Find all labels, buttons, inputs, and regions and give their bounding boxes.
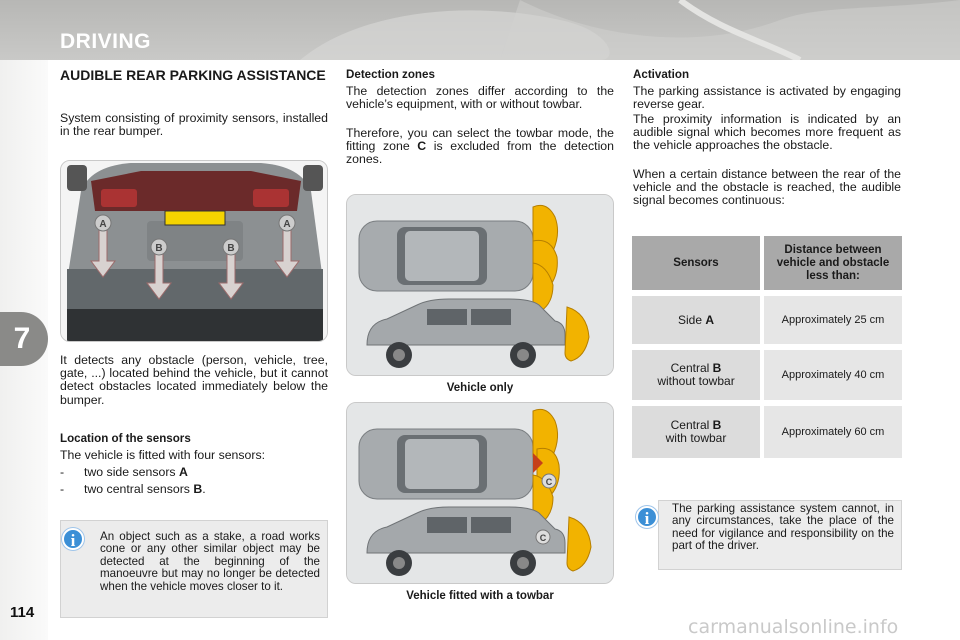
table-row-side-a-sensor	[632, 296, 760, 344]
svg-text:C: C	[539, 533, 547, 543]
sensor-label-a-left	[95, 215, 111, 231]
towbar-text-c: is excluded from the detection zones.	[346, 139, 614, 167]
top-view-car-towbar	[359, 429, 533, 499]
page-title: DRIVING	[60, 30, 152, 53]
sensor-label-a-right	[279, 215, 295, 231]
svg-text:C: C	[545, 477, 553, 487]
detection-zones-heading: Detection zones	[346, 68, 435, 81]
activation-heading: Activation	[633, 68, 690, 81]
intro-text: System consisting of proximity sensors, installed in the rear bumper.	[60, 111, 328, 139]
list-item-bold: A	[179, 465, 188, 479]
activation-text-2: The proximity information is indicated by an audible signal which becomes more frequent as the vehicle approaches the obstacle.	[633, 112, 901, 153]
top-view-car	[359, 221, 533, 291]
zone-c-marker-top	[542, 474, 556, 488]
sensor-list-item-b	[60, 483, 320, 496]
rear-bumper-figure	[60, 160, 328, 342]
svg-text:B: B	[227, 243, 235, 254]
list-dash: -	[60, 482, 65, 496]
chapter-number: 7	[13, 322, 31, 355]
sensor-sub: with towbar	[665, 431, 727, 445]
distance-table	[632, 236, 902, 458]
sensor-letter: B	[712, 361, 722, 375]
location-text: The vehicle is fitted with four sensors:	[60, 448, 266, 462]
list-item-text: two side sensors	[84, 465, 180, 479]
caption-vehicle-only: Vehicle only	[446, 382, 514, 394]
zone-c-label: C	[417, 139, 427, 154]
vehicle-only-illustration	[347, 195, 614, 376]
list-item-tail: .	[202, 482, 206, 496]
page-number: 114	[10, 604, 35, 621]
vehicle-towbar-figure	[346, 402, 614, 584]
table-header-sensors: Sensors	[632, 236, 760, 290]
sensor-name: Central	[670, 418, 713, 432]
list-dash: -	[60, 465, 65, 479]
section-heading: AUDIBLE REAR PARKING ASSISTANCE	[60, 67, 326, 83]
sensor-label-b-left	[151, 239, 167, 255]
watermark: carmanualsonline.info	[688, 616, 899, 638]
sensor-name: Side	[677, 312, 706, 327]
table-row-central-b-distance: Approximately 40 cm	[764, 350, 902, 400]
table-row-central-b-towbar-distance: Approximately 60 cm	[764, 406, 902, 458]
activation-text-1: The parking assistance is activated by engaging reverse gear.	[633, 84, 901, 112]
zone-c-marker-side	[536, 530, 550, 544]
info-icon-right: i	[636, 506, 658, 528]
caption-vehicle-towbar: Vehicle fitted with a towbar	[406, 590, 554, 602]
table-row-side-a-distance: Approximately 25 cm	[764, 296, 902, 344]
location-heading: Location of the sensors	[60, 432, 191, 445]
rear-bumper-illustration	[61, 161, 328, 342]
note-text-right: The parking assistance system cannot, in any circumstances, take the place of the need for vigilance and responsibility on the part of the driver.	[672, 502, 894, 553]
towbar-text-a: Therefore, you can select the towbar mode, the fitting zone	[346, 126, 614, 154]
table-header-distance: Distance between vehicle and obstacle less than:	[764, 236, 902, 290]
detection-zones-text: The detection zones differ according to the vehicle’s equipment, with or without towbar.	[346, 84, 614, 112]
info-icon: i	[62, 528, 84, 550]
svg-text:B: B	[155, 243, 163, 254]
sensor-label-b-right	[223, 239, 239, 255]
vehicle-only-figure	[346, 194, 614, 376]
note-text-left: An object such as a stake, a road works cone or any other similar object may be detected at the beginning of the manoeuvre but may no longer be detected when the vehicle moves closer to it.	[100, 530, 320, 593]
sensor-sub: without towbar	[657, 374, 735, 388]
sensor-letter: B	[712, 418, 722, 432]
vehicle-towbar-illustration	[347, 403, 614, 584]
detection-text: It detects any obstacle (person, vehicle, tree, gate, ...) located behind the vehicle, but it cannot detect obstacles located immediately below the bumper.	[60, 353, 328, 407]
list-item-text: two central sensors	[84, 482, 194, 496]
sensor-name: Central	[670, 361, 713, 375]
activation-text-3: When a certain distance between the rear of the vehicle and the obstacle is reached, the audible signal becomes continuous:	[633, 167, 901, 208]
table-row-central-b-towbar-sensor	[632, 406, 760, 458]
sensor-list-item-a	[60, 466, 320, 479]
list-item-bold: B	[193, 482, 203, 496]
towbar-mode-text	[346, 127, 614, 167]
table-row-central-b-sensor	[632, 350, 760, 400]
svg-text:A: A	[283, 219, 291, 230]
sensor-letter: A	[705, 312, 715, 327]
svg-text:A: A	[99, 219, 107, 230]
